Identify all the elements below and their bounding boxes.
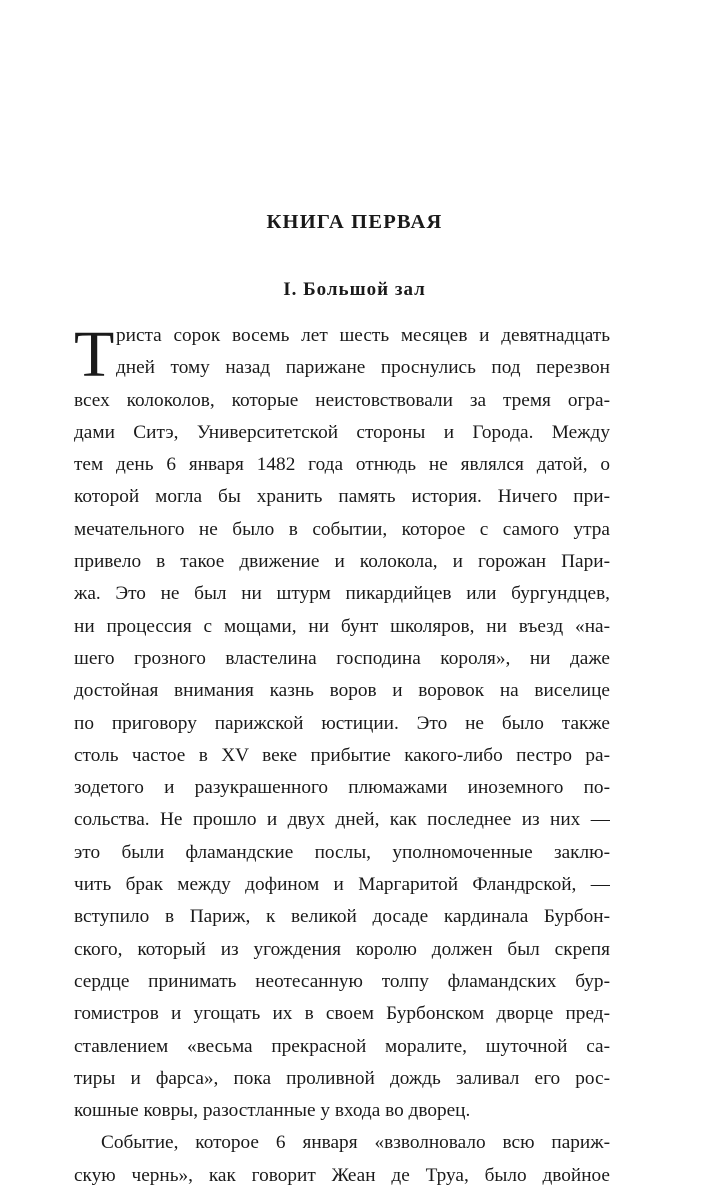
text-line: привело в такое движение и колокола, и горожан Пари- (74, 551, 610, 573)
text-line: риста сорок восемь лет шесть месяцев и девятнадцать (116, 325, 610, 346)
drop-cap: Т (74, 318, 115, 391)
text-line: сердце принимать неотесанную толпу фламандских бур- (74, 970, 610, 992)
text-line: дами Ситэ, Университетской стороны и Города. Между (74, 421, 610, 443)
text-line: столь частое в XV веке прибытие какого-либо пестро ра- (74, 744, 610, 766)
text-line: ставлением «весьма прекрасной моралите, шуточной са- (74, 1035, 610, 1057)
text-line: мечательного не было в событии, которое с самого утра (74, 518, 610, 540)
text-line: достойная внимания казнь воров и воровок на виселице (74, 680, 610, 702)
text-line: сольства. Не прошло и двух дней, как последнее из них — (74, 809, 610, 831)
text-line: чить брак между дофином и Маргаритой Фландрской, — (74, 874, 610, 896)
text-line: тиры и фарса», пока проливной дождь заливал его рос- (74, 1067, 610, 1089)
text-line: дней тому назад парижане проснулись под перезвон (116, 357, 610, 379)
chapter-title: I. Большой зал (283, 279, 426, 300)
text-line: всех колоколов, которые неистовствовали за тремя огра- (74, 389, 610, 411)
text-line: шего грозного властелина господина короля», ни даже (74, 647, 610, 669)
text-line: зодетого и разукрашенного плюмажами иноземного по- (74, 777, 610, 799)
text-line: по приговору парижской юстиции. Это не было также (74, 712, 610, 734)
text-line: Событие, которое 6 января «взволновало всю париж- (101, 1132, 610, 1154)
text-line: кошные ковры, разостланные у входа во дворец. (74, 1100, 471, 1122)
text-line: это были фламандские послы, уполномоченные заклю- (74, 841, 610, 863)
paragraph-2 (74, 1127, 610, 1192)
paragraph-1 (74, 320, 610, 1127)
text-line: жа. Это не был ни штурм пикардийцев или бургундцев, (74, 583, 610, 605)
text-line: тем день 6 января 1482 года отнюдь не являлся датой, о (74, 454, 610, 476)
body-text (74, 320, 610, 1192)
text-line: гомистров и угощать их в своем Бурбонском дворце пред- (74, 1003, 610, 1025)
book-title: КНИГА ПЕРВАЯ (266, 211, 443, 233)
text-line: вступило в Париж, к великой досаде кардинала Бурбон- (74, 906, 610, 928)
text-line: ни процессия с мощами, ни бунт школяров, ни въезд «на- (74, 615, 610, 637)
text-line: скую чернь», как говорит Жеан де Труа, было двойное (74, 1164, 610, 1186)
text-line: ского, который из угождения королю должен был скрепя (74, 938, 610, 960)
text-line: которой могла бы хранить память история. Ничего при- (74, 486, 610, 508)
